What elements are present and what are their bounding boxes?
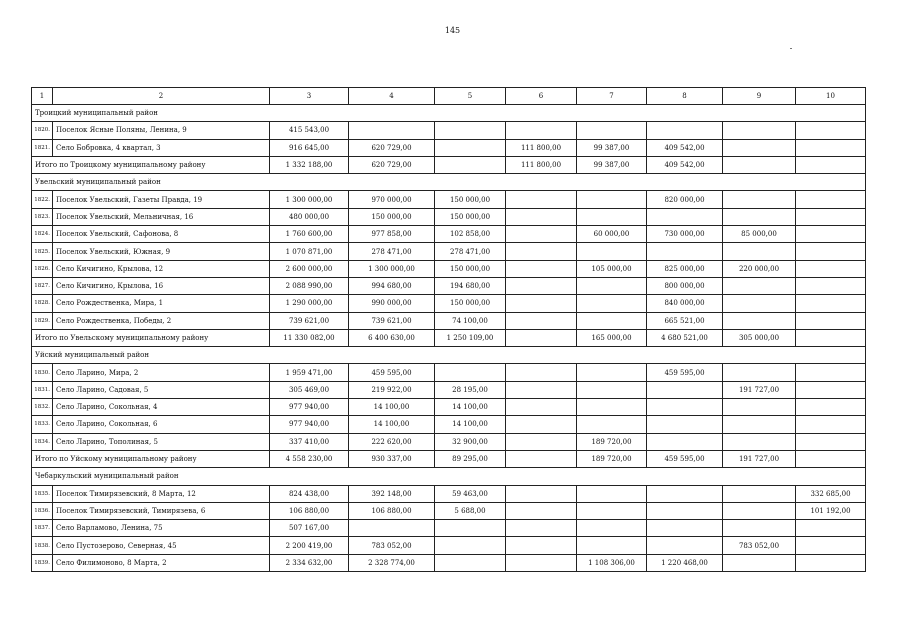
value-cell-col9	[723, 277, 796, 294]
value-cell-col5: 14 100,00	[435, 416, 506, 433]
table-row	[32, 312, 866, 329]
value-cell-col9	[723, 208, 796, 225]
value-cell-col3: 337 410,00	[270, 433, 349, 450]
value-cell-col5: 150 000,00	[435, 295, 506, 312]
value-cell-col7	[577, 364, 647, 381]
row-number: 1823.	[32, 208, 53, 225]
row-number: 1826.	[32, 260, 53, 277]
value-cell-col3: 1 070 871,00	[270, 243, 349, 260]
address-cell: Село Ларино, Тополиная, 5	[53, 433, 270, 450]
value-cell-col8	[647, 502, 723, 519]
table-row	[32, 554, 866, 571]
row-number: 1820.	[32, 122, 53, 139]
address-cell: Село Варламово, Ленина, 75	[53, 520, 270, 537]
value-cell-col7	[577, 502, 647, 519]
value-cell-col6	[506, 416, 577, 433]
value-cell-col5: 150 000,00	[435, 208, 506, 225]
table-row	[32, 416, 866, 433]
table-row	[32, 485, 866, 502]
table-row	[32, 260, 866, 277]
value-cell-col10	[796, 520, 866, 537]
value-cell-col10	[796, 433, 866, 450]
value-cell-col7	[577, 416, 647, 433]
value-cell-col5	[435, 156, 506, 173]
value-cell-col9: 191 727,00	[723, 450, 796, 467]
value-cell-col9	[723, 364, 796, 381]
value-cell-col6	[506, 191, 577, 208]
value-cell-col8: 1 220 468,00	[647, 554, 723, 571]
value-cell-col3: 1 959 471,00	[270, 364, 349, 381]
value-cell-col4: 783 052,00	[349, 537, 435, 554]
table-body	[32, 88, 866, 572]
value-cell-col9: 305 000,00	[723, 329, 796, 346]
row-number: 1834.	[32, 433, 53, 450]
value-cell-col3: 977 940,00	[270, 416, 349, 433]
value-cell-col6	[506, 502, 577, 519]
value-cell-col7	[577, 399, 647, 416]
column-header-1: 1	[32, 88, 53, 105]
value-cell-col4: 222 620,00	[349, 433, 435, 450]
value-cell-col4: 278 471,00	[349, 243, 435, 260]
value-cell-col8	[647, 381, 723, 398]
value-cell-col4: 1 300 000,00	[349, 260, 435, 277]
address-cell: Село Рождественка, Победы, 2	[53, 312, 270, 329]
row-number: 1821.	[32, 139, 53, 156]
value-cell-col8	[647, 433, 723, 450]
value-cell-col7	[577, 381, 647, 398]
table-row	[32, 502, 866, 519]
value-cell-col8	[647, 399, 723, 416]
value-cell-col3: 1 300 000,00	[270, 191, 349, 208]
row-number: 1836.	[32, 502, 53, 519]
value-cell-col3: 4 558 230,00	[270, 450, 349, 467]
district-total-row	[32, 450, 866, 467]
value-cell-col4: 219 922,00	[349, 381, 435, 398]
value-cell-col3: 824 438,00	[270, 485, 349, 502]
value-cell-col5: 74 100,00	[435, 312, 506, 329]
row-number: 1831.	[32, 381, 53, 398]
value-cell-col4	[349, 122, 435, 139]
value-cell-col4: 6 400 630,00	[349, 329, 435, 346]
row-number: 1839.	[32, 554, 53, 571]
value-cell-col5: 150 000,00	[435, 260, 506, 277]
address-cell: Село Ларино, Сокольная, 6	[53, 416, 270, 433]
value-cell-col6: 111 800,00	[506, 139, 577, 156]
row-number: 1830.	[32, 364, 53, 381]
table-row	[32, 381, 866, 398]
row-number: 1825.	[32, 243, 53, 260]
value-cell-col7	[577, 208, 647, 225]
value-cell-col6	[506, 243, 577, 260]
scan-speck	[790, 48, 792, 49]
value-cell-col5	[435, 364, 506, 381]
value-cell-col4	[349, 520, 435, 537]
value-cell-col6	[506, 277, 577, 294]
value-cell-col10	[796, 277, 866, 294]
table-row	[32, 139, 866, 156]
value-cell-col4: 106 880,00	[349, 502, 435, 519]
value-cell-col7: 99 387,00	[577, 139, 647, 156]
district-name: Увельский муниципальный район	[32, 174, 866, 191]
column-header-3: 3	[270, 88, 349, 105]
table-row	[32, 399, 866, 416]
address-cell: Село Ларино, Мира, 2	[53, 364, 270, 381]
value-cell-col8: 840 000,00	[647, 295, 723, 312]
value-cell-col7	[577, 485, 647, 502]
value-cell-col10	[796, 139, 866, 156]
value-cell-col6	[506, 295, 577, 312]
value-cell-col6	[506, 226, 577, 243]
value-cell-col9	[723, 156, 796, 173]
column-header-2: 2	[53, 88, 270, 105]
value-cell-col9: 220 000,00	[723, 260, 796, 277]
district-name: Чебаркульский муниципальный район	[32, 468, 866, 485]
district-total-row	[32, 329, 866, 346]
value-cell-col6	[506, 260, 577, 277]
value-cell-col7: 1 108 306,00	[577, 554, 647, 571]
row-number: 1835.	[32, 485, 53, 502]
value-cell-col10	[796, 329, 866, 346]
value-cell-col10	[796, 260, 866, 277]
value-cell-col4: 990 000,00	[349, 295, 435, 312]
column-header-7: 7	[577, 88, 647, 105]
value-cell-col10	[796, 208, 866, 225]
value-cell-col8: 820 000,00	[647, 191, 723, 208]
value-cell-col8: 459 595,00	[647, 450, 723, 467]
value-cell-col10	[796, 191, 866, 208]
value-cell-col9	[723, 122, 796, 139]
column-header-8: 8	[647, 88, 723, 105]
row-number: 1833.	[32, 416, 53, 433]
address-cell: Село Бобровка, 4 квартал, 3	[53, 139, 270, 156]
value-cell-col9	[723, 554, 796, 571]
value-cell-col8: 730 000,00	[647, 226, 723, 243]
row-number: 1822.	[32, 191, 53, 208]
value-cell-col5: 278 471,00	[435, 243, 506, 260]
value-cell-col3: 2 200 419,00	[270, 537, 349, 554]
address-cell: Село Ларино, Сокольная, 4	[53, 399, 270, 416]
value-cell-col8	[647, 520, 723, 537]
value-cell-col10	[796, 381, 866, 398]
value-cell-col8: 409 542,00	[647, 156, 723, 173]
value-cell-col10	[796, 295, 866, 312]
value-cell-col4: 14 100,00	[349, 399, 435, 416]
value-cell-col6	[506, 312, 577, 329]
value-cell-col4: 977 858,00	[349, 226, 435, 243]
value-cell-col9	[723, 139, 796, 156]
address-cell: Поселок Тимирязевский, Тимирязева, 6	[53, 502, 270, 519]
table-row	[32, 277, 866, 294]
row-number: 1828.	[32, 295, 53, 312]
value-cell-col7	[577, 312, 647, 329]
address-cell: Село Кичигино, Крылова, 12	[53, 260, 270, 277]
value-cell-col8	[647, 208, 723, 225]
column-header-6: 6	[506, 88, 577, 105]
value-cell-col9: 783 052,00	[723, 537, 796, 554]
value-cell-col10	[796, 122, 866, 139]
row-number: 1824.	[32, 226, 53, 243]
value-cell-col3: 1 332 188,00	[270, 156, 349, 173]
value-cell-col8	[647, 537, 723, 554]
district-section-row	[32, 468, 866, 485]
address-cell: Село Рождественка, Мира, 1	[53, 295, 270, 312]
table-row	[32, 243, 866, 260]
address-cell: Поселок Ясные Поляны, Ленина, 9	[53, 122, 270, 139]
district-section-row	[32, 347, 866, 364]
value-cell-col7	[577, 537, 647, 554]
value-cell-col4: 930 337,00	[349, 450, 435, 467]
value-cell-col10	[796, 416, 866, 433]
address-cell: Поселок Увельский, Сафонова, 8	[53, 226, 270, 243]
value-cell-col4: 970 000,00	[349, 191, 435, 208]
value-cell-col9	[723, 416, 796, 433]
value-cell-col7: 105 000,00	[577, 260, 647, 277]
value-cell-col5	[435, 139, 506, 156]
value-cell-col7: 189 720,00	[577, 450, 647, 467]
table-row	[32, 208, 866, 225]
value-cell-col4: 620 729,00	[349, 139, 435, 156]
value-cell-col7	[577, 243, 647, 260]
address-cell: Поселок Увельский, Мельничная, 16	[53, 208, 270, 225]
value-cell-col5: 5 688,00	[435, 502, 506, 519]
table-row	[32, 295, 866, 312]
value-cell-col8: 459 595,00	[647, 364, 723, 381]
value-cell-col5: 102 858,00	[435, 226, 506, 243]
value-cell-col6	[506, 381, 577, 398]
address-cell: Село Филимоново, 8 Марта, 2	[53, 554, 270, 571]
value-cell-col8: 665 521,00	[647, 312, 723, 329]
value-cell-col8	[647, 122, 723, 139]
value-cell-col10: 332 685,00	[796, 485, 866, 502]
value-cell-col3: 1 290 000,00	[270, 295, 349, 312]
value-cell-col7	[577, 191, 647, 208]
value-cell-col3: 2 600 000,00	[270, 260, 349, 277]
value-cell-col7	[577, 295, 647, 312]
address-cell: Село Пустозерово, Северная, 45	[53, 537, 270, 554]
value-cell-col5: 89 295,00	[435, 450, 506, 467]
table-row	[32, 537, 866, 554]
value-cell-col10	[796, 243, 866, 260]
data-table	[31, 87, 866, 572]
value-cell-col3: 739 621,00	[270, 312, 349, 329]
value-cell-col4: 150 000,00	[349, 208, 435, 225]
value-cell-col6	[506, 537, 577, 554]
column-header-5: 5	[435, 88, 506, 105]
value-cell-col9	[723, 485, 796, 502]
value-cell-col9: 191 727,00	[723, 381, 796, 398]
value-cell-col4: 392 148,00	[349, 485, 435, 502]
value-cell-col7: 165 000,00	[577, 329, 647, 346]
value-cell-col4: 459 595,00	[349, 364, 435, 381]
value-cell-col9	[723, 399, 796, 416]
row-number: 1837.	[32, 520, 53, 537]
value-cell-col7: 60 000,00	[577, 226, 647, 243]
value-cell-col5: 194 680,00	[435, 277, 506, 294]
table-row	[32, 226, 866, 243]
address-cell: Поселок Тимирязевский, 8 Марта, 12	[53, 485, 270, 502]
value-cell-col9	[723, 243, 796, 260]
value-cell-col3: 415 543,00	[270, 122, 349, 139]
value-cell-col10	[796, 399, 866, 416]
value-cell-col5: 150 000,00	[435, 191, 506, 208]
value-cell-col10	[796, 450, 866, 467]
address-cell: Поселок Увельский, Газеты Правда, 19	[53, 191, 270, 208]
row-number: 1838.	[32, 537, 53, 554]
value-cell-col7	[577, 122, 647, 139]
value-cell-col7: 99 387,00	[577, 156, 647, 173]
total-label: Итого по Увельскому муниципальному району	[32, 329, 270, 346]
column-header-10: 10	[796, 88, 866, 105]
table-row	[32, 520, 866, 537]
value-cell-col10	[796, 537, 866, 554]
address-cell: Село Ларино, Садовая, 5	[53, 381, 270, 398]
value-cell-col6	[506, 399, 577, 416]
value-cell-col8: 825 000,00	[647, 260, 723, 277]
table-row	[32, 122, 866, 139]
value-cell-col9	[723, 191, 796, 208]
value-cell-col5: 32 900,00	[435, 433, 506, 450]
value-cell-col9: 85 000,00	[723, 226, 796, 243]
value-cell-col6: 111 800,00	[506, 156, 577, 173]
value-cell-col5	[435, 122, 506, 139]
value-cell-col4: 994 680,00	[349, 277, 435, 294]
row-number: 1827.	[32, 277, 53, 294]
district-total-row	[32, 156, 866, 173]
value-cell-col7: 189 720,00	[577, 433, 647, 450]
value-cell-col3: 916 645,00	[270, 139, 349, 156]
value-cell-col3: 1 760 600,00	[270, 226, 349, 243]
value-cell-col3: 2 334 632,00	[270, 554, 349, 571]
value-cell-col6	[506, 554, 577, 571]
value-cell-col5: 1 250 109,00	[435, 329, 506, 346]
page-number: 145	[444, 26, 461, 35]
value-cell-col9	[723, 295, 796, 312]
value-cell-col5: 14 100,00	[435, 399, 506, 416]
value-cell-col4: 739 621,00	[349, 312, 435, 329]
value-cell-col3: 480 000,00	[270, 208, 349, 225]
value-cell-col10	[796, 554, 866, 571]
value-cell-col3: 305 469,00	[270, 381, 349, 398]
value-cell-col10: 101 192,00	[796, 502, 866, 519]
value-cell-col8: 409 542,00	[647, 139, 723, 156]
value-cell-col5: 28 195,00	[435, 381, 506, 398]
district-section-row	[32, 105, 866, 122]
value-cell-col5: 59 463,00	[435, 485, 506, 502]
value-cell-col6	[506, 450, 577, 467]
value-cell-col9	[723, 520, 796, 537]
value-cell-col8: 4 680 521,00	[647, 329, 723, 346]
value-cell-col6	[506, 520, 577, 537]
value-cell-col7	[577, 520, 647, 537]
value-cell-col7	[577, 277, 647, 294]
address-cell: Село Кичигино, Крылова, 16	[53, 277, 270, 294]
value-cell-col6	[506, 208, 577, 225]
total-label: Итого по Уйскому муниципальному району	[32, 450, 270, 467]
value-cell-col8	[647, 416, 723, 433]
value-cell-col8: 800 000,00	[647, 277, 723, 294]
district-section-row	[32, 174, 866, 191]
value-cell-col10	[796, 364, 866, 381]
row-number: 1829.	[32, 312, 53, 329]
value-cell-col9	[723, 433, 796, 450]
column-header-4: 4	[349, 88, 435, 105]
table-row	[32, 191, 866, 208]
district-name: Троицкий муниципальный район	[32, 105, 866, 122]
value-cell-col3: 11 330 082,00	[270, 329, 349, 346]
value-cell-col6	[506, 433, 577, 450]
value-cell-col8	[647, 485, 723, 502]
table-row	[32, 433, 866, 450]
value-cell-col5	[435, 537, 506, 554]
table-row	[32, 364, 866, 381]
value-cell-col5	[435, 554, 506, 571]
value-cell-col6	[506, 485, 577, 502]
column-header-9: 9	[723, 88, 796, 105]
value-cell-col4: 2 328 774,00	[349, 554, 435, 571]
value-cell-col3: 2 088 990,00	[270, 277, 349, 294]
value-cell-col6	[506, 329, 577, 346]
value-cell-col6	[506, 122, 577, 139]
value-cell-col10	[796, 226, 866, 243]
value-cell-col6	[506, 364, 577, 381]
value-cell-col3: 977 940,00	[270, 399, 349, 416]
value-cell-col9	[723, 502, 796, 519]
district-name: Уйский муниципальный район	[32, 347, 866, 364]
value-cell-col3: 106 880,00	[270, 502, 349, 519]
value-cell-col9	[723, 312, 796, 329]
address-cell: Поселок Увельский, Южная, 9	[53, 243, 270, 260]
value-cell-col10	[796, 312, 866, 329]
row-number: 1832.	[32, 399, 53, 416]
total-label: Итого по Троицкому муниципальному району	[32, 156, 270, 173]
header-row	[32, 88, 866, 105]
value-cell-col4: 14 100,00	[349, 416, 435, 433]
value-cell-col10	[796, 156, 866, 173]
value-cell-col5	[435, 520, 506, 537]
value-cell-col4: 620 729,00	[349, 156, 435, 173]
value-cell-col3: 507 167,00	[270, 520, 349, 537]
value-cell-col8	[647, 243, 723, 260]
